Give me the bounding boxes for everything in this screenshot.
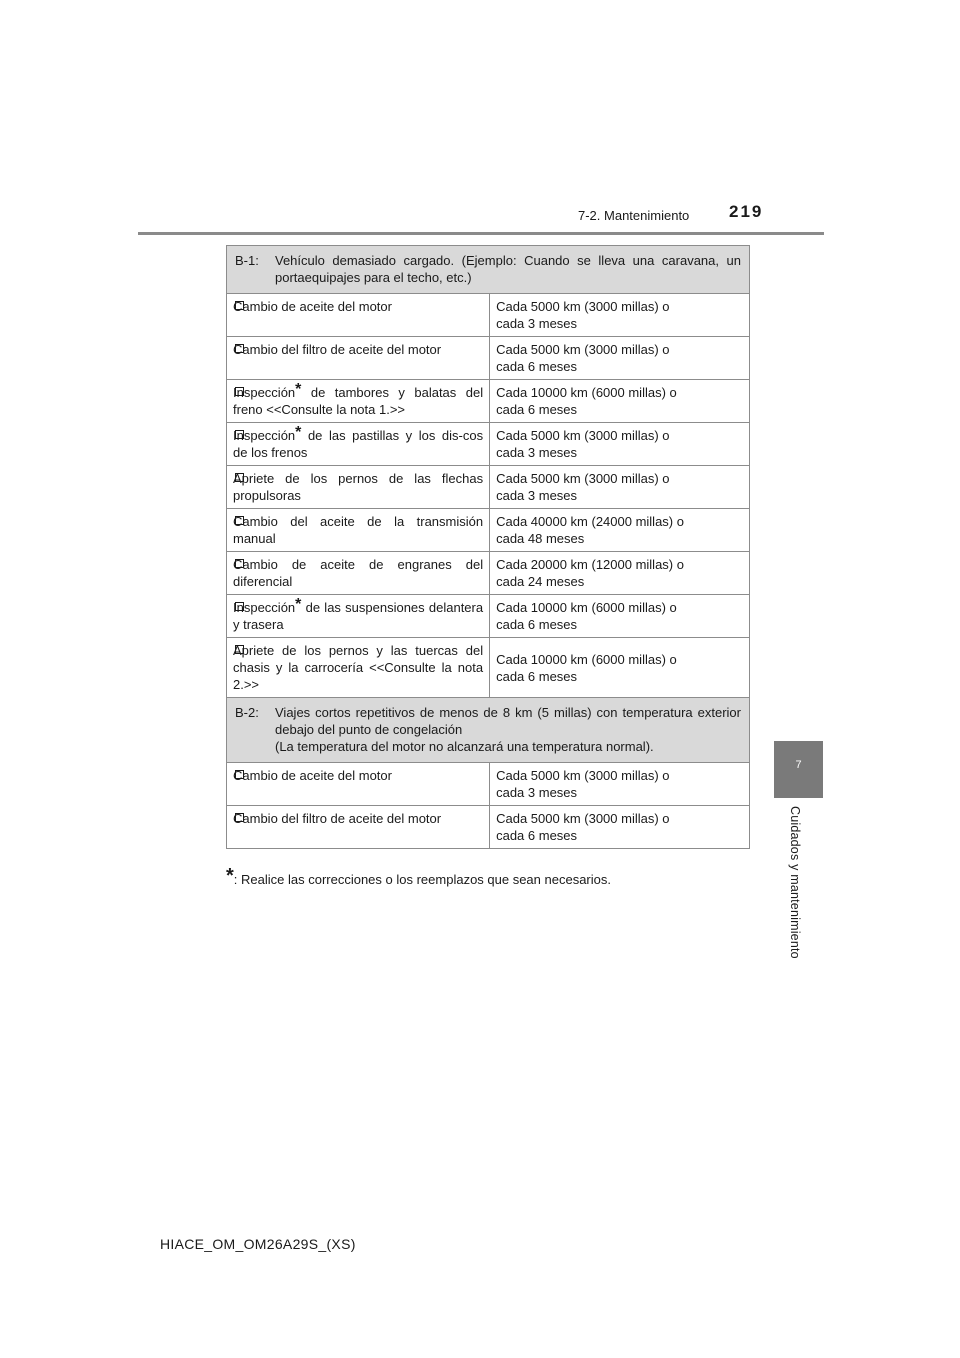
checkbox-icon bbox=[235, 344, 244, 353]
maintenance-interval: Cada 10000 km (6000 millas) o cada 6 meses bbox=[490, 380, 750, 423]
maintenance-item: Inspección* de las pastillas y los dis-cos de los frenos bbox=[227, 423, 490, 466]
maintenance-interval: Cada 5000 km (3000 millas) o cada 3 meses bbox=[490, 294, 750, 337]
maintenance-interval: Cada 20000 km (12000 millas) o cada 24 meses bbox=[490, 552, 750, 595]
checkbox-icon bbox=[235, 387, 244, 396]
table-row bbox=[227, 337, 750, 380]
group-header-b1 bbox=[227, 246, 750, 294]
section-title: 7-2. Mantenimiento bbox=[578, 208, 690, 223]
table-row bbox=[227, 466, 750, 509]
footnote bbox=[226, 865, 611, 887]
maintenance-item: Cambio de aceite del motor bbox=[227, 294, 490, 337]
maintenance-schedule-table bbox=[226, 245, 750, 849]
maintenance-item: Inspección* de las suspensiones delantera y trasera bbox=[227, 595, 490, 638]
table-row bbox=[227, 806, 750, 849]
asterisk-marker: * bbox=[295, 596, 302, 613]
maintenance-interval: Cada 40000 km (24000 millas) o cada 48 meses bbox=[490, 509, 750, 552]
table-row bbox=[227, 595, 750, 638]
table-row bbox=[227, 423, 750, 466]
maintenance-interval: Cada 5000 km (3000 millas) o cada 3 meses bbox=[490, 763, 750, 806]
maintenance-interval: Cada 5000 km (3000 millas) o cada 3 meses bbox=[490, 466, 750, 509]
document-code: HIACE_OM_OM26A29S_(XS) bbox=[160, 1236, 356, 1252]
asterisk-marker: * bbox=[295, 381, 302, 398]
maintenance-item: Cambio del aceite de la transmisión manual bbox=[227, 509, 490, 552]
page-number: 219 bbox=[729, 202, 764, 221]
chapter-title: Cuidados y mantenimiento bbox=[788, 806, 802, 959]
group-description bbox=[227, 246, 750, 294]
checkbox-icon bbox=[235, 602, 244, 611]
maintenance-item: Cambio de aceite de engranes del diferencial bbox=[227, 552, 490, 595]
maintenance-interval: Cada 5000 km (3000 millas) o cada 6 meses bbox=[490, 806, 750, 849]
maintenance-item: Cambio del filtro de aceite del motor bbox=[227, 806, 490, 849]
checkbox-icon bbox=[235, 813, 244, 822]
table-row bbox=[227, 380, 750, 423]
maintenance-interval: Cada 10000 km (6000 millas) o cada 6 meses bbox=[490, 638, 750, 698]
table-row bbox=[227, 294, 750, 337]
footnote-text: : Realice las correcciones o los reemplazos que sean necesarios. bbox=[233, 872, 611, 887]
maintenance-item: Cambio del filtro de aceite del motor bbox=[227, 337, 490, 380]
group-header-b2 bbox=[227, 698, 750, 763]
checkbox-icon bbox=[235, 516, 244, 525]
table-row bbox=[227, 763, 750, 806]
checkbox-icon bbox=[235, 301, 244, 310]
group-description bbox=[227, 698, 750, 763]
maintenance-item: Apriete de los pernos y las tuercas del chasis y la carrocería <<Consulte la nota 2.>> bbox=[227, 638, 490, 698]
page-header bbox=[0, 0, 960, 240]
maintenance-interval: Cada 10000 km (6000 millas) o cada 6 meses bbox=[490, 595, 750, 638]
table-row bbox=[227, 552, 750, 595]
maintenance-interval: Cada 5000 km (3000 millas) o cada 3 meses bbox=[490, 423, 750, 466]
group-text: Vehículo demasiado cargado. (Ejemplo: Cuando se lleva una caravana, un portaequipajes para el techo, etc.) bbox=[275, 253, 741, 285]
group-code: B-2: bbox=[235, 705, 259, 720]
header-divider bbox=[138, 232, 824, 235]
table-row bbox=[227, 509, 750, 552]
maintenance-item: Inspección* de tambores y balatas del freno <<Consulte la nota 1.>> bbox=[227, 380, 490, 423]
maintenance-item: Apriete de los pernos de las flechas propulsoras bbox=[227, 466, 490, 509]
group-text: Viajes cortos repetitivos de menos de 8 km (5 millas) con temperatura exterior debajo del punto de congelación (La temperatura del motor no alcanzará una temperatura normal). bbox=[275, 705, 741, 754]
checkbox-icon bbox=[235, 559, 244, 568]
checkbox-icon bbox=[235, 473, 244, 482]
maintenance-interval: Cada 5000 km (3000 millas) o cada 6 meses bbox=[490, 337, 750, 380]
group-code: B-1: bbox=[235, 253, 259, 268]
asterisk-marker: * bbox=[226, 865, 234, 887]
asterisk-marker: * bbox=[295, 424, 302, 441]
checkbox-icon bbox=[235, 645, 244, 654]
chapter-tab bbox=[774, 741, 823, 798]
table-row bbox=[227, 638, 750, 698]
maintenance-item: Cambio de aceite del motor bbox=[227, 763, 490, 806]
chapter-number: 7 bbox=[795, 759, 802, 771]
checkbox-icon bbox=[235, 770, 244, 779]
checkbox-icon bbox=[235, 430, 244, 439]
